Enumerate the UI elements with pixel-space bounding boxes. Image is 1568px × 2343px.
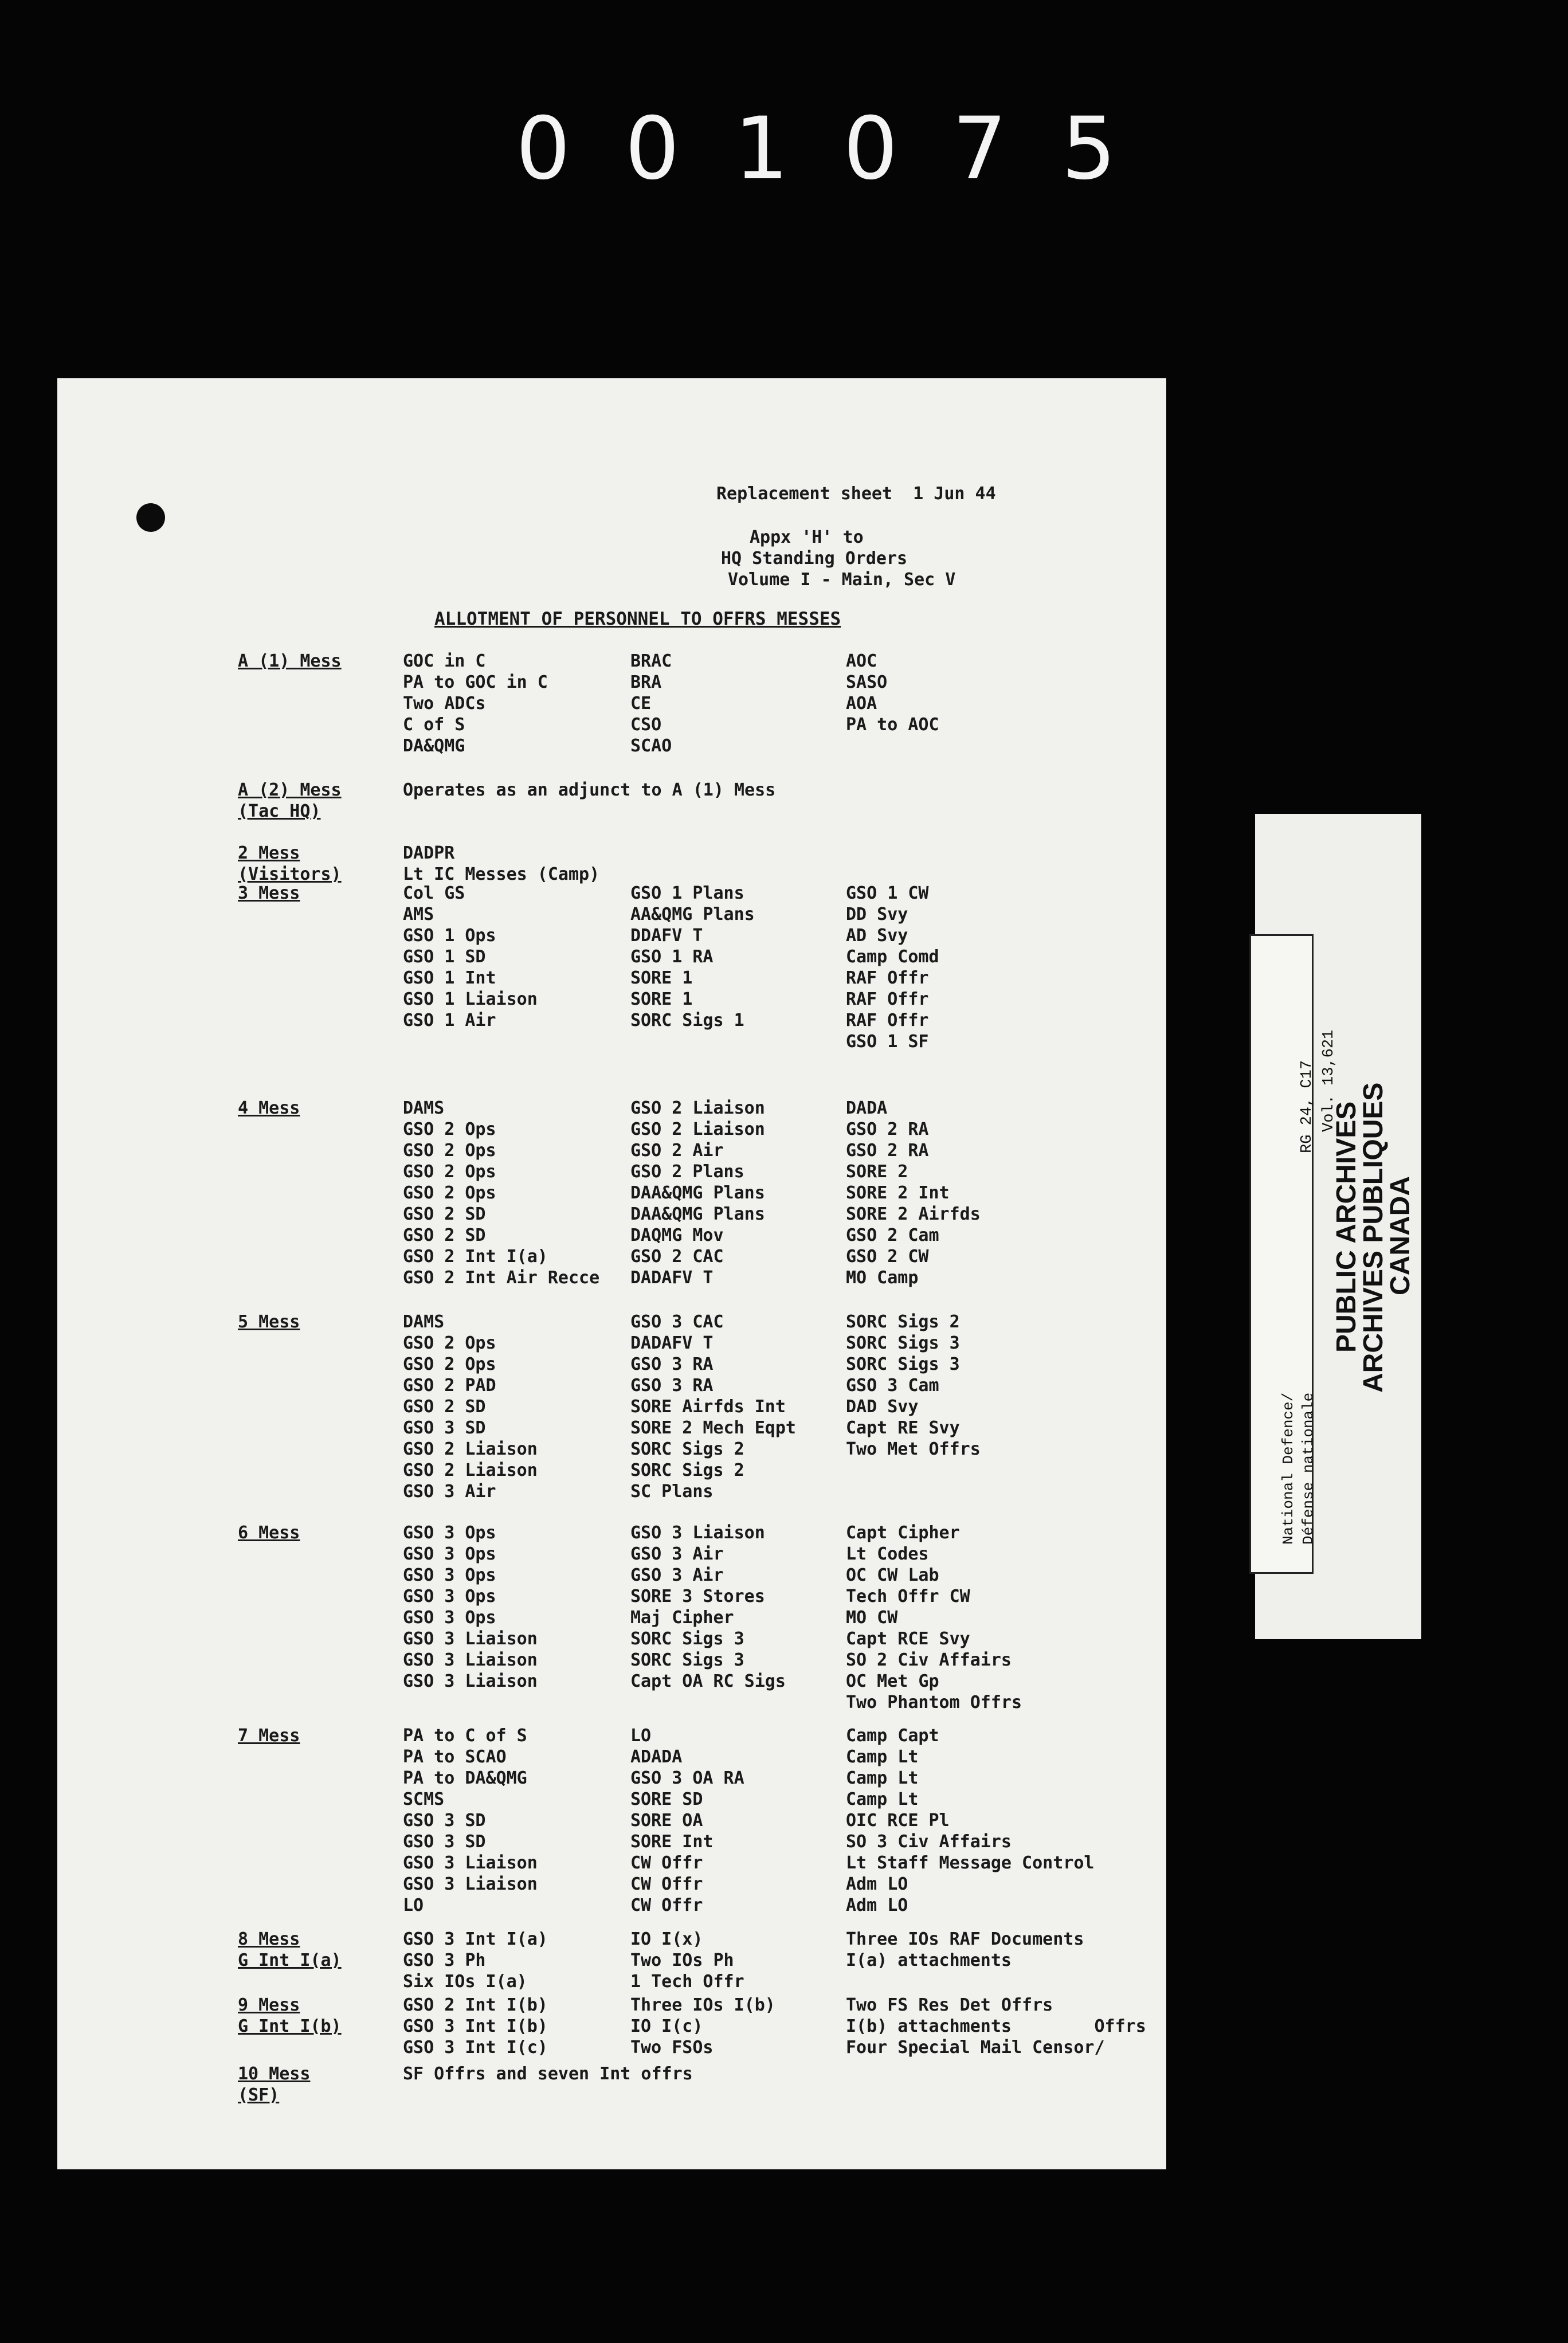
personnel-entry: OIC RCE Pl <box>846 1811 950 1831</box>
personnel-entry: GSO 2 Ops <box>403 1141 496 1161</box>
personnel-column <box>403 883 538 1031</box>
personnel-entry: BRA <box>630 672 662 692</box>
personnel-entry: GSO 2 Liaison <box>403 1439 538 1459</box>
personnel-column <box>630 651 672 757</box>
personnel-entry: GSO 3 Ops <box>403 1544 496 1564</box>
personnel-entry: SORE 3 Stores <box>630 1586 765 1607</box>
personnel-entry: SORC Sigs 2 <box>630 1439 744 1459</box>
mess-label <box>238 779 370 822</box>
mess-name: 4 Mess <box>238 1098 300 1118</box>
personnel-entry: GSO 3 Ops <box>403 1608 496 1628</box>
personnel-entry: SORC Sigs 3 <box>630 1650 744 1670</box>
mess-name: 2 Mess <box>238 843 300 863</box>
personnel-entry: Adm LO <box>846 1874 908 1894</box>
personnel-column <box>846 1311 981 1460</box>
personnel-entry: GSO 3 Int I(c) <box>403 2038 548 2058</box>
personnel-entry: GSO 3 SD <box>403 1811 486 1831</box>
personnel-column <box>403 1929 548 1992</box>
personnel-entry: Capt RCE Svy <box>846 1629 970 1649</box>
personnel-entry: GSO 3 Cam <box>846 1376 939 1396</box>
personnel-entry: GSO 1 Liaison <box>403 989 538 1009</box>
personnel-entry: GSO 3 Liaison <box>403 1853 538 1873</box>
personnel-entry: GSO 2 Ops <box>403 1333 496 1353</box>
mess-label <box>238 1995 370 2037</box>
personnel-entry: CW Offr <box>630 1895 703 1915</box>
personnel-column <box>846 1929 1084 1971</box>
personnel-entry: GSO 1 Air <box>403 1010 496 1031</box>
personnel-entry: SORC Sigs 1 <box>630 1010 744 1031</box>
personnel-entry: Capt OA RC Sigs <box>630 1671 786 1691</box>
personnel-entry: SO 3 Civ Affairs <box>846 1832 1012 1852</box>
personnel-column <box>403 843 599 885</box>
personnel-entry: GSO 3 Int I(b) <box>403 2016 548 2036</box>
replacement-note: Replacement sheet 1 Jun 44 <box>716 484 996 504</box>
personnel-entry: I(b) attachments Offrs <box>846 2016 1146 2036</box>
personnel-entry: BRAC <box>630 651 672 671</box>
personnel-entry: GSO 2 CAC <box>630 1247 724 1267</box>
personnel-entry: GSO 2 Int I(b) <box>403 1995 548 2015</box>
punch-hole <box>136 503 165 532</box>
personnel-entry: GSO 2 Ops <box>403 1183 496 1203</box>
personnel-entry: DADPR <box>403 843 455 863</box>
archive-stamp-line3: CANADA <box>1385 1176 1416 1295</box>
personnel-column <box>630 883 755 1031</box>
personnel-entry: GSO 2 CW <box>846 1247 929 1267</box>
personnel-entry: GSO 1 SD <box>403 947 486 967</box>
personnel-entry: Camp Capt <box>846 1726 939 1746</box>
personnel-entry: SORC Sigs 3 <box>846 1333 960 1353</box>
personnel-entry: SO 2 Civ Affairs <box>846 1650 1012 1670</box>
personnel-entry: GSO 3 SD <box>403 1832 486 1852</box>
personnel-entry: MO CW <box>846 1608 898 1628</box>
personnel-entry: SORE Airfds Int <box>630 1397 786 1417</box>
personnel-entry: GSO 3 Liaison <box>403 1629 538 1649</box>
personnel-entry: PA to SCAO <box>403 1747 507 1767</box>
personnel-column <box>403 1995 548 2058</box>
personnel-entry: SORC Sigs 2 <box>630 1460 744 1480</box>
personnel-column <box>630 1929 744 1992</box>
personnel-entry: CE <box>630 694 652 714</box>
personnel-column <box>846 1995 1146 2058</box>
personnel-entry: Tech Offr CW <box>846 1586 970 1607</box>
mess-name: 3 Mess <box>238 883 300 903</box>
mess-name: 10 Mess <box>238 2064 311 2084</box>
personnel-entry: AOA <box>846 694 877 714</box>
personnel-entry: GSO 2 Int Air Recce <box>403 1268 600 1288</box>
personnel-column <box>846 1725 1094 1916</box>
personnel-column <box>630 1725 744 1916</box>
personnel-entry: Six IOs I(a) <box>403 1972 527 1992</box>
personnel-entry: GSO 3 Liaison <box>403 1650 538 1670</box>
personnel-entry: Two Phantom Offrs <box>846 1692 1022 1713</box>
personnel-entry: DA&QMG <box>403 736 465 756</box>
personnel-entry: GSO 3 CAC <box>630 1312 724 1332</box>
personnel-column <box>630 1995 775 2058</box>
personnel-entry: GSO 2 Ops <box>403 1119 496 1139</box>
personnel-entry: GSO 2 SD <box>403 1225 486 1245</box>
document-sheet <box>57 378 1166 2169</box>
personnel-entry: SORE 2 Airfds <box>846 1204 981 1224</box>
personnel-entry: PA to AOC <box>846 715 939 735</box>
personnel-entry: GSO 3 Liaison <box>630 1523 765 1543</box>
personnel-column <box>846 883 939 1052</box>
personnel-entry: GSO 1 Int <box>403 968 496 988</box>
personnel-entry: 1 Tech Offr <box>630 1972 744 1992</box>
personnel-column <box>403 1098 599 1288</box>
personnel-column <box>630 1311 796 1502</box>
personnel-entry: Three IOs I(b) <box>630 1995 775 2015</box>
personnel-entry: GOC in C <box>403 651 486 671</box>
mess-name: 7 Mess <box>238 1726 300 1746</box>
personnel-entry: SORC Sigs 3 <box>846 1354 960 1374</box>
personnel-entry: Capt Cipher <box>846 1523 960 1543</box>
personnel-entry: Camp Lt <box>846 1789 919 1809</box>
personnel-entry: GSO 3 Ops <box>403 1565 496 1585</box>
personnel-entry: Camp Comd <box>846 947 939 967</box>
personnel-entry: GSO 2 Int I(a) <box>403 1247 548 1267</box>
personnel-entry: Two ADCs <box>403 694 486 714</box>
personnel-entry: Lt Staff Message Control <box>846 1853 1095 1873</box>
personnel-entry: IO I(c) <box>630 2016 703 2036</box>
personnel-entry: GSO 2 Ops <box>403 1162 496 1182</box>
personnel-entry: OC CW Lab <box>846 1565 939 1585</box>
personnel-entry: DAA&QMG Plans <box>630 1204 765 1224</box>
personnel-entry: SASO <box>846 672 888 692</box>
personnel-entry: GSO 2 PAD <box>403 1376 496 1396</box>
personnel-entry: GSO 1 SF <box>846 1032 929 1052</box>
personnel-entry: PA to GOC in C <box>403 672 548 692</box>
personnel-entry: GSO 2 RA <box>846 1119 929 1139</box>
personnel-entry: GSO 2 Ops <box>403 1354 496 1374</box>
personnel-entry: ADADA <box>630 1747 683 1767</box>
personnel-entry: GSO 3 Air <box>630 1565 724 1585</box>
personnel-entry: Lt Codes <box>846 1544 929 1564</box>
personnel-entry: CW Offr <box>630 1874 703 1894</box>
personnel-entry: Col GS <box>403 883 465 903</box>
personnel-entry: GSO 2 Liaison <box>403 1460 538 1480</box>
personnel-entry: SC Plans <box>630 1482 714 1502</box>
mess-name: A (1) Mess <box>238 651 342 671</box>
mess-label <box>238 843 370 885</box>
personnel-entry: GSO 3 Liaison <box>403 1874 538 1894</box>
archive-stamp-line2: ARCHIVES PUBLIQUES <box>1358 1082 1389 1393</box>
personnel-column <box>846 651 939 735</box>
mess-name: 5 Mess <box>238 1312 300 1332</box>
personnel-entry: SORE 1 <box>630 989 693 1009</box>
personnel-column <box>403 651 548 757</box>
personnel-entry: SORC Sigs 3 <box>630 1629 744 1649</box>
mess-subtitle: (Tac HQ) <box>238 801 321 821</box>
personnel-column <box>630 1098 765 1288</box>
personnel-entry: DADAFV T <box>630 1268 714 1288</box>
mess-label <box>238 883 370 904</box>
personnel-entry: OC Met Gp <box>846 1671 939 1691</box>
personnel-entry: GSO 2 Liaison <box>630 1119 765 1139</box>
personnel-entry: SORC Sigs 2 <box>846 1312 960 1332</box>
personnel-entry: GSO 3 Ops <box>403 1586 496 1607</box>
volume-ref: Volume I - Main, Sec V <box>728 570 956 590</box>
personnel-column <box>846 1522 1022 1713</box>
mess-subtitle: (Visitors) <box>238 864 342 884</box>
mess-name: 6 Mess <box>238 1523 300 1543</box>
personnel-entry: DAMS <box>403 1312 445 1332</box>
personnel-entry: RAF Offr <box>846 968 929 988</box>
personnel-entry: Three IOs RAF Documents <box>846 1929 1084 1949</box>
orders-ref: HQ Standing Orders <box>721 548 908 569</box>
personnel-column <box>403 1522 538 1692</box>
personnel-entry: SF Offrs and seven Int offrs <box>403 2064 693 2084</box>
personnel-entry: Adm LO <box>846 1895 908 1915</box>
mess-name: 8 Mess <box>238 1929 300 1949</box>
mess-label <box>238 1311 370 1333</box>
personnel-entry: PA to DA&QMG <box>403 1768 527 1788</box>
personnel-entry: Lt IC Messes (Camp) <box>403 864 600 884</box>
personnel-entry: MO Camp <box>846 1268 919 1288</box>
personnel-entry: SORE SD <box>630 1789 703 1809</box>
personnel-entry: SORE OA <box>630 1811 703 1831</box>
personnel-entry: Two FSOs <box>630 2038 714 2058</box>
personnel-entry: GSO 3 SD <box>403 1418 486 1438</box>
personnel-entry: SORE 2 Int <box>846 1183 950 1203</box>
personnel-entry: GSO 2 RA <box>846 1141 929 1161</box>
personnel-entry: DD Svy <box>846 904 908 924</box>
personnel-entry: Operates as an adjunct to A (1) Mess <box>403 780 776 800</box>
personnel-entry: Two FS Res Det Offrs <box>846 1995 1053 2015</box>
personnel-column <box>403 1725 538 1916</box>
personnel-entry: GSO 3 Air <box>630 1544 724 1564</box>
personnel-entry: GSO 2 Liaison <box>630 1098 765 1118</box>
mess-name: A (2) Mess <box>238 780 342 800</box>
personnel-entry: Camp Lt <box>846 1747 919 1767</box>
personnel-entry: RAF Offr <box>846 1010 929 1031</box>
personnel-entry: Capt RE Svy <box>846 1418 960 1438</box>
personnel-entry: AD Svy <box>846 926 908 946</box>
personnel-column <box>630 1522 786 1692</box>
personnel-entry: I(a) attachments <box>846 1950 1012 1970</box>
personnel-entry: DDAFV T <box>630 926 703 946</box>
personnel-entry: Camp Lt <box>846 1768 919 1788</box>
mess-label <box>238 1522 370 1543</box>
volume-label: Vol. 13,621 <box>1320 1029 1338 1132</box>
personnel-entry: RAF Offr <box>846 989 929 1009</box>
personnel-entry: DAQMG Mov <box>630 1225 724 1245</box>
mess-label <box>238 1929 370 1971</box>
personnel-column <box>846 1098 981 1288</box>
mess-label <box>238 1725 370 1746</box>
personnel-entry: SORE 2 Mech Eqpt <box>630 1418 796 1438</box>
personnel-entry: DADA <box>846 1098 888 1118</box>
personnel-entry: GSO 3 Ops <box>403 1523 496 1543</box>
personnel-entry: CW Offr <box>630 1853 703 1873</box>
personnel-entry: DAMS <box>403 1098 445 1118</box>
personnel-entry: CSO <box>630 715 662 735</box>
appendix-ref: Appx 'H' to <box>750 527 864 547</box>
personnel-entry: C of S <box>403 715 465 735</box>
department-label-en: National Defence/ <box>1280 1392 1297 1545</box>
personnel-entry: GSO 1 CW <box>846 883 929 903</box>
personnel-entry: SORE 2 <box>846 1162 908 1182</box>
personnel-entry: SCMS <box>403 1789 445 1809</box>
personnel-entry: IO I(x) <box>630 1929 703 1949</box>
personnel-entry: AOC <box>846 651 877 671</box>
personnel-entry: GSO 3 Air <box>403 1482 496 1502</box>
personnel-entry: GSO 3 RA <box>630 1354 714 1374</box>
personnel-entry: GSO 3 Int I(a) <box>403 1929 548 1949</box>
personnel-entry: AA&QMG Plans <box>630 904 755 924</box>
frame-number: 001075 <box>516 99 1171 199</box>
personnel-entry: GSO 2 SD <box>403 1204 486 1224</box>
personnel-column <box>403 779 775 801</box>
mess-label <box>238 651 370 672</box>
personnel-entry: GSO 3 Liaison <box>403 1671 538 1691</box>
personnel-entry: SORE 1 <box>630 968 693 988</box>
personnel-entry: GSO 1 RA <box>630 947 714 967</box>
personnel-entry: GSO 2 Plans <box>630 1162 744 1182</box>
mess-label <box>238 1098 370 1119</box>
personnel-column <box>403 2063 693 2085</box>
personnel-entry: Maj Cipher <box>630 1608 734 1628</box>
personnel-entry: Two Met Offrs <box>846 1439 981 1459</box>
personnel-entry: SORE Int <box>630 1832 714 1852</box>
personnel-entry: Two IOs Ph <box>630 1950 734 1970</box>
personnel-entry: GSO 2 Air <box>630 1141 724 1161</box>
personnel-entry: Four Special Mail Censor/ <box>846 2038 1105 2058</box>
department-label-fr: Défense nationale <box>1300 1392 1317 1545</box>
personnel-entry: DAD Svy <box>846 1397 919 1417</box>
mess-subtitle: G Int I(b) <box>238 2016 342 2036</box>
personnel-entry: LO <box>630 1726 652 1746</box>
personnel-entry: DAA&QMG Plans <box>630 1183 765 1203</box>
personnel-entry: DADAFV T <box>630 1333 714 1353</box>
mess-name: 9 Mess <box>238 1995 300 2015</box>
personnel-entry: AMS <box>403 904 434 924</box>
personnel-entry: GSO 3 RA <box>630 1376 714 1396</box>
mess-subtitle: G Int I(a) <box>238 1950 342 1970</box>
document-title: ALLOTMENT OF PERSONNEL TO OFFRS MESSES <box>434 609 841 629</box>
mess-label <box>238 2063 370 2106</box>
personnel-entry: SCAO <box>630 736 672 756</box>
personnel-entry: LO <box>403 1895 424 1915</box>
record-group-label: RG 24, C17 <box>1299 1060 1316 1153</box>
personnel-entry: PA to C of S <box>403 1726 527 1746</box>
personnel-entry: GSO 2 Cam <box>846 1225 939 1245</box>
personnel-entry: GSO 1 Plans <box>630 883 744 903</box>
personnel-column <box>403 1311 538 1502</box>
personnel-entry: GSO 3 Ph <box>403 1950 486 1970</box>
personnel-entry: GSO 2 SD <box>403 1397 486 1417</box>
mess-subtitle: (SF) <box>238 2085 280 2105</box>
archive-stamp-line1: PUBLIC ARCHIVES <box>1331 1101 1362 1353</box>
personnel-entry: GSO 1 Ops <box>403 926 496 946</box>
personnel-entry: GSO 3 OA RA <box>630 1768 744 1788</box>
